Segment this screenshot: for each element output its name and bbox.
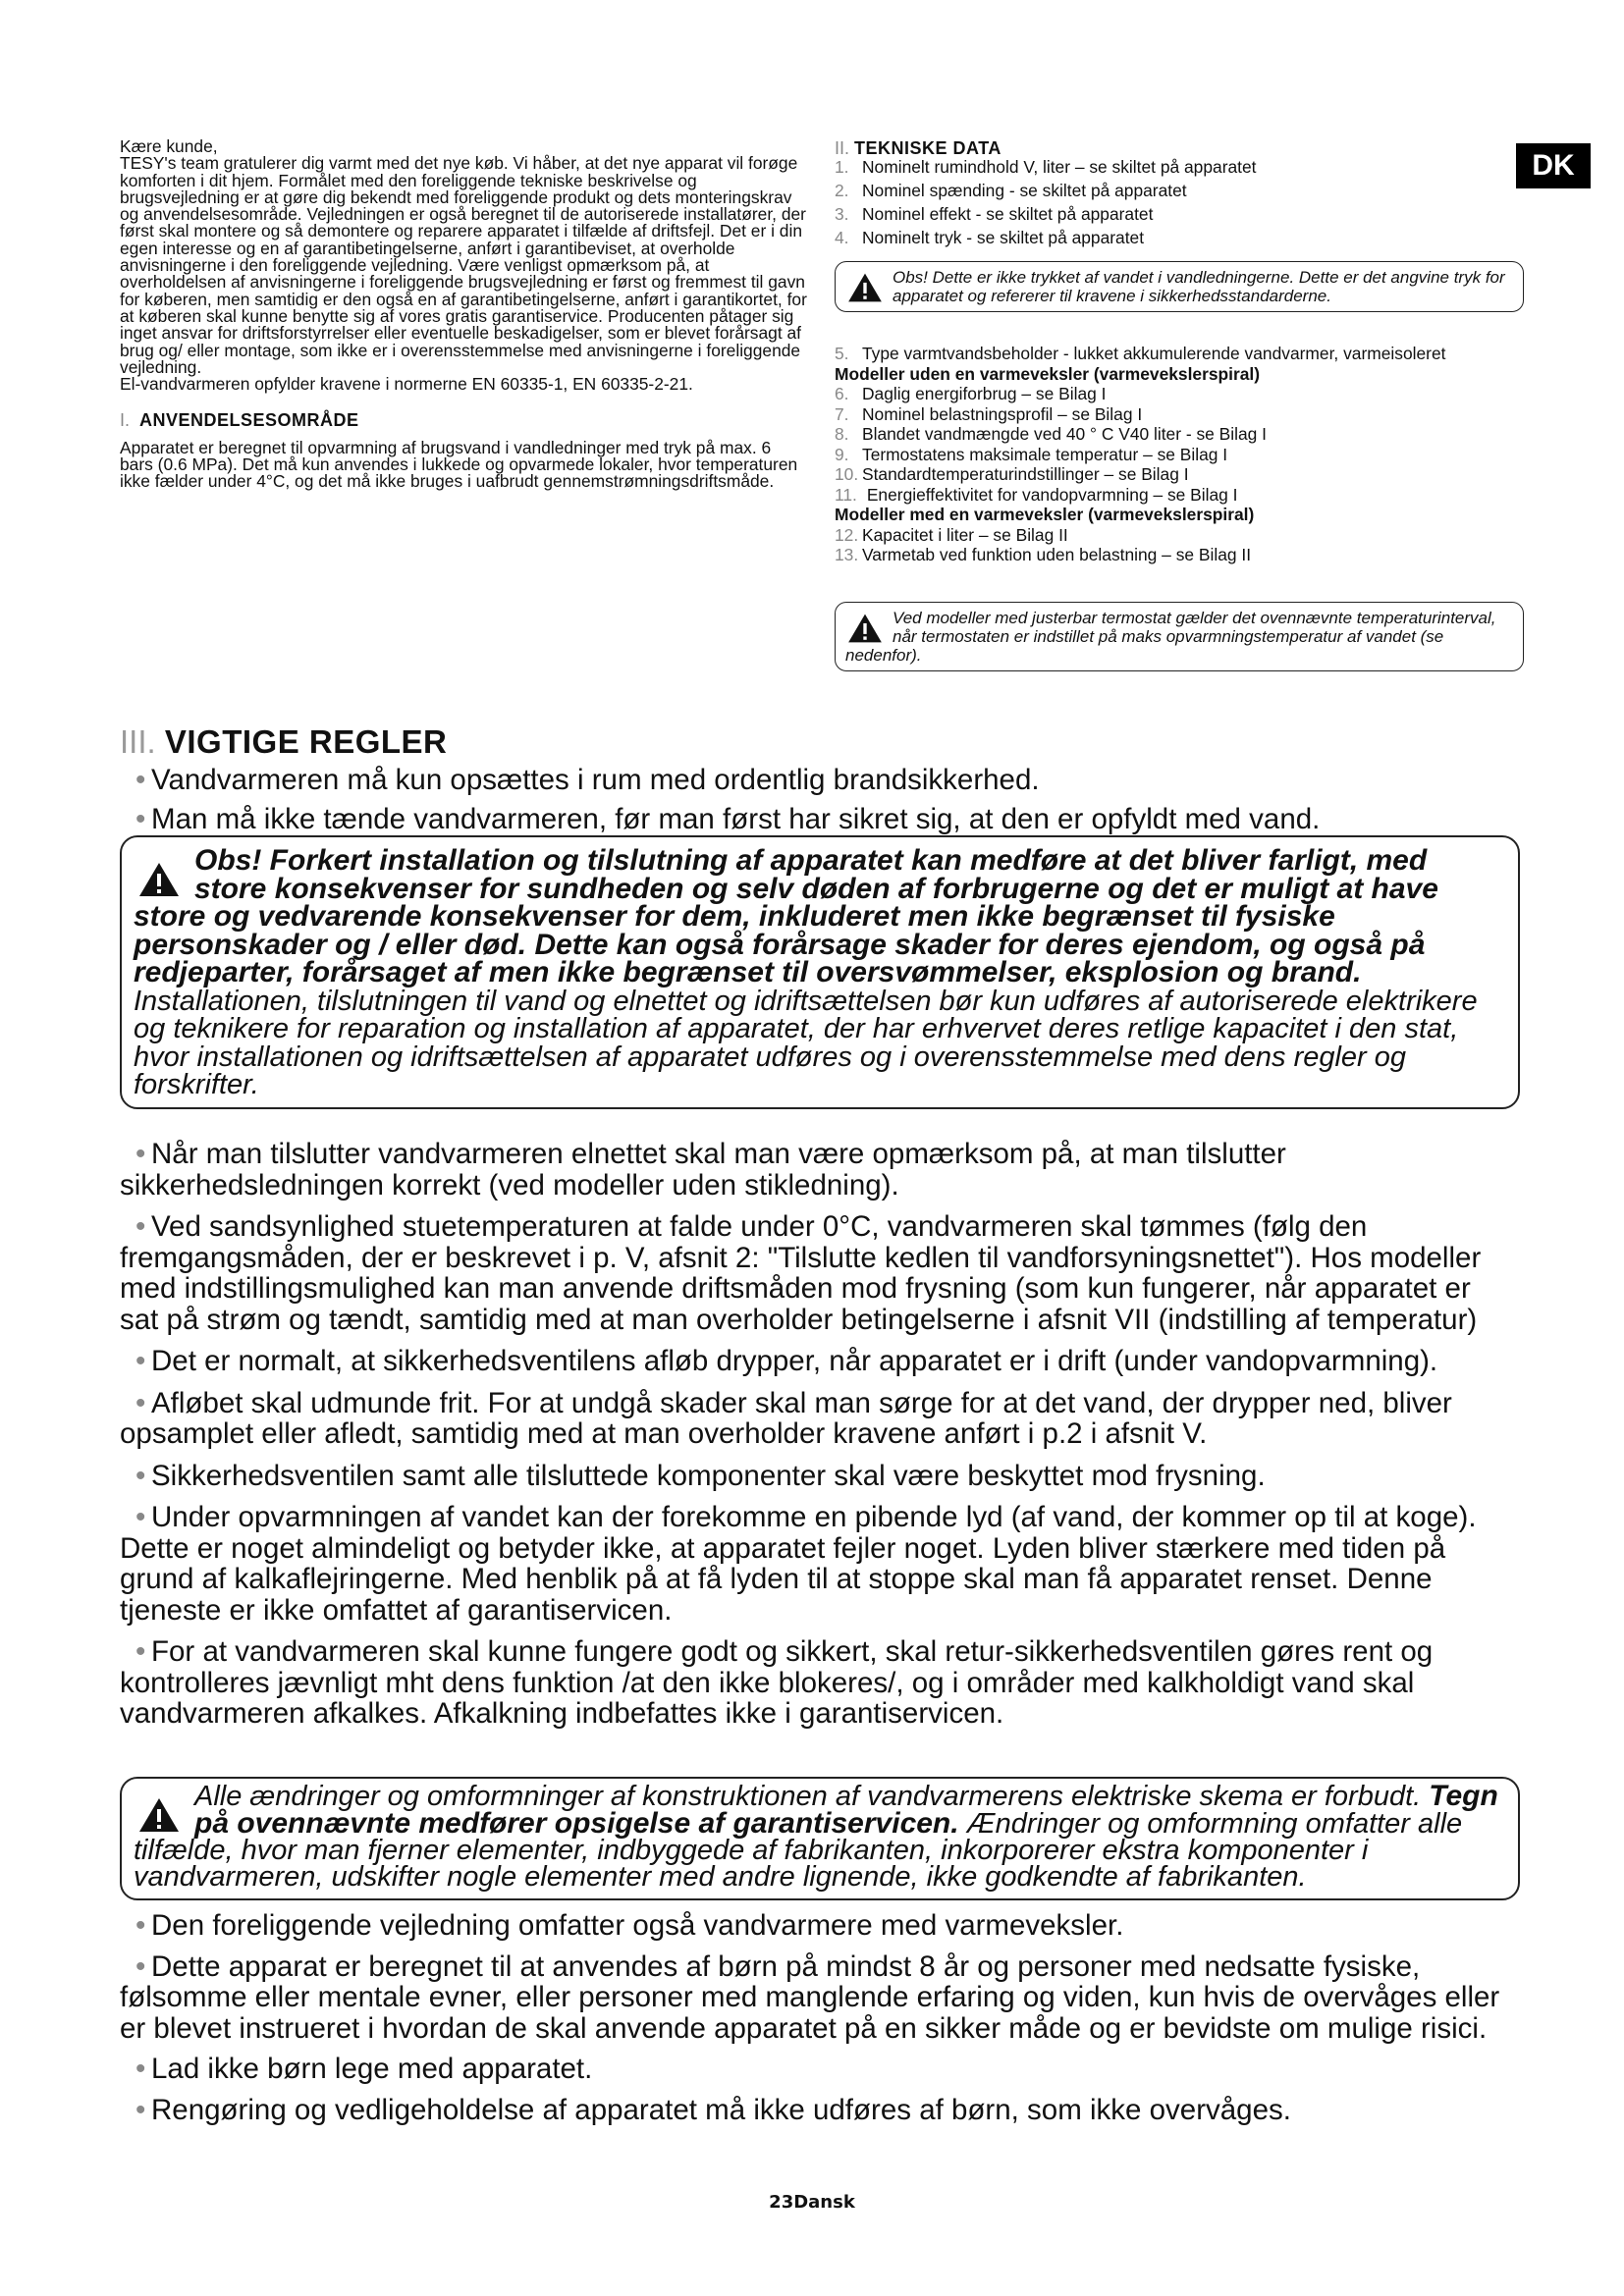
tech-data-column [835,138,1522,249]
warning-icon [137,861,181,898]
tech-item-text: Standardtemperaturindstillinger – se Bilag I [862,464,1189,484]
tech-list-c [835,525,1522,565]
tech-item-number: 6. [835,384,849,403]
tech-item-text: Nominelt rumindhold V, liter – se skiltet på apparatet [862,156,1257,177]
rule-text: Rengøring og vedligeholdelse af apparatet må ikke udføres af børn, som ikke overvåges. [151,2093,1291,2126]
greeting: Kære kunde, [120,136,218,156]
rule-text: Når man tilslutter vandvarmeren elnettet skal man være opmærksom på, at man tilslutter sikkerhedsledningen korrekt (ved modeller uden stikledning). [120,1138,1286,1201]
bullet-icon: • [135,2053,146,2085]
tech-item-number: 5. [835,344,849,363]
rule-text: Man må ikke tænde vandvarmeren, før man først har sikret sig, at den er opfyldt med vand. [151,802,1321,835]
tech-item-text: Nominelt tryk - se skiltet på apparatet [862,227,1145,247]
section2-number: II. [835,138,850,158]
rule-text: Vandvarmeren må kun opsættes i rum med ordentlig brandsikkerhed. [151,764,1040,796]
tech-item-text: Nominel belastningsprofil – se Bilag I [862,403,1143,424]
rule-bullet [120,1139,1514,1201]
section3-heading [120,723,447,761]
bullet-icon: • [135,2093,146,2126]
tech-item-number: 11. [835,484,857,505]
rule-bullet [120,2095,1514,2126]
tech-item-number: 1. [835,156,849,177]
norms-text: El-vandvarmeren opfylder kravene i normerne EN 60335-1, EN 60335-2-21. [120,374,693,395]
warning-installation-bold: Obs! Forkert installation og tilslutning af apparatet kan medføre at det bliver farligt, med store konsekvenser for sundheden og selv døden af forbrugerne og det er muligt at have store og vedvarende konsekvenser for dem, inkluderet men ikke begrænset til fysiske personskader og / eller død. Dette kan også forårsage skader for deres ejendom, og også på redjeparter, forårsaget af men ikke begrænset til oversvømmelser, eksplosion og brand. [134,844,1438,988]
tech-item-text: Energieffektivitet for vandopvarmning – se Bilag I [862,484,1238,505]
warning-box-pressure [835,261,1524,312]
group-with-exchanger: Modeller med en varmeveksler (varmevekslerspiral) [835,505,1255,524]
tech-item-text: Daglig energiforbrug – se Bilag I [862,384,1107,403]
bullet-icon: • [135,1386,146,1419]
intro-body: TESY's team gratulerer dig varmt med det nye køb. Vi håber, at det nye apparat vil forøge komforten i dit hjem. Formålet med den foreliggende tekniske beskrivelse og brugsvejledning er at gøre dig bekendt med foreliggende produkt og dets monteringskrav og anvendelsesområde. Vejledningen er også beregnet til de autoriserede installatører, der først skal montere og så demontere og reparere apparatet i tilfælde af driftsfejl. Det er i din egen interesse og en af garantibetingelserne, anført i garantibeviset, at overholde anvisningerne i den foreliggende vejledning. Være venligst opmærksom på, at overholdelsen af anvisningerne i foreliggende brugsvejledning er først og fremmest til gavn for køberen, men samtidig er den også en af garantibetingelserne, anført i garantikortet, for at køberen skal kunne benytte sig af vores gratis garantiservice. Producenten påtager sig inget ansvar for driftsforstyrrelser eller eventuelle beskadigelser, som er blevet forårsagt af brug og/ eller montage, som ikke er i overensstemmelse med anvisningerne i foreliggende vejledning. [120,153,807,377]
section1-body: Apparatet er beregnet til opvarmning af brugsvand i vandledninger med tryk på max. 6 bars (0.6 MPa). Det må kun anvendes i lukkede og opvarmede lokaler, hvor temperaturen ikke fælder under 4°C, og det må ikke bruges i uafbrudt gennemstrømningsdriftsmåde. [120,437,798,492]
warning-modifications-b: Ændringer og omformning omfatter alle tilfælde, hvor man fjerner elementer, indbyggede af fabrikanten, inkorporerer ekstra komponenter i vandvarmeren, udskifter nogle elementer med andre lignende, ikke godkendte af fabrikanten. [134,1808,1463,1893]
tech-item-text: Kapacitet i liter – se Bilag II [862,524,1068,545]
tech-item-text: Nominel effekt - se skiltet på apparatet [862,203,1154,224]
bullet-icon: • [135,1138,146,1170]
tech-item [835,202,1522,226]
bullet-icon: • [135,1635,146,1668]
tech-item-number: 12. [835,524,859,545]
tech-item [835,485,1522,506]
section3-number: III. [120,723,156,760]
tech-item [835,525,1522,546]
rule-bullet [120,1636,1514,1730]
rule-bullet [120,804,1514,835]
page-footer: 23Dansk [769,2192,855,2213]
tech-item-5 [835,344,1522,364]
section1-title: ANVENDELSESOMRÅDE [139,410,359,431]
rule-bullet [120,1502,1514,1626]
tech-item [835,179,1522,202]
warning-modifications-bold: Tegn på ovennævnte medfører opsigelse af garantiservicen. [194,1780,1498,1840]
rule-text: Det er normalt, at sikkerhedsventilens afløb drypper, når apparatet er i drift (under vandopvarmning). [151,1345,1438,1377]
section3-title: VIGTIGE REGLER [164,723,448,760]
intro-column [120,138,807,491]
tech-item-number: 4. [835,227,849,247]
bullet-icon: • [135,1949,146,1983]
rules-list-b [120,1139,1514,1740]
tech-item-text: Type varmtvandsbeholder - lukket akkumulerende vandvarmer, varmeisoleret [862,344,1446,363]
rule-text: Den foreliggende vejledning omfatter også vandvarmere med varmeveksler. [151,1909,1124,1942]
warning-thermostat-text: Ved modeller med justerbar termostat gælder det ovennævnte temperaturinterval, når termostaten er indstillet på maks opvarmningstemperatur af vandet (se nedenfor). [845,609,1496,665]
rule-bullet [120,1346,1514,1377]
tech-item [835,424,1522,445]
warning-pressure-text: Obs! Dette er ikke trykket af vandet i vandledningerne. Dette er det angvine tryk for apparatet og refererer til kravene i sikkerhedsstandarderne. [893,268,1505,305]
warning-icon [137,1796,181,1834]
rule-text: Afløbet skal udmunde frit. For at undgå skader skal man sørge for at det vand, der drypper ned, bliver opsamplet eller afledt, samtidig med at man overholder kravene anført i p.2 i afsnit V. [120,1386,1452,1450]
warning-installation-italic: Installationen, tilslutningen til vand og elnettet og idriftsættelsen bør kun udføres af autoriserede elektrikere og teknikere for reparation og installation af apparatet, der har erhvervet deres retlige kapacitet i den stat, hvor installationen og idriftsættelsen af apparatet udføres og i overensstemmelse med dens regler og forskrifter. [134,985,1478,1100]
tech-item-number: 8. [835,424,849,444]
tech-item [835,545,1522,565]
language-badge: DK [1516,143,1591,188]
tech-list-a [835,155,1522,249]
tech-item-text: Termostatens maksimale temperatur – se Bilag I [862,444,1228,464]
tech-item-number: 13. [835,545,859,564]
bullet-icon: • [135,1501,146,1533]
tech-list-continued [835,344,1522,565]
tech-list-b [835,384,1522,505]
rule-bullet [120,765,1514,796]
tech-item [835,384,1522,404]
warning-modifications-a: Alle ændringer og omformninger af konstruktionen af vandvarmerens elektriske skema er forbudt. [194,1781,1422,1812]
section2-title: TEKNISKE DATA [854,138,1001,158]
rule-bullet [120,1211,1514,1335]
tech-item [835,404,1522,425]
warning-box-modifications [120,1777,1520,1900]
rules-list-c [120,1910,1514,2135]
tech-item-number: 10. [835,464,859,484]
tech-item-number: 2. [835,180,849,200]
rule-bullet [120,1461,1514,1492]
section1-number: I. [120,410,131,431]
rule-text: Dette apparat er beregnet til at anvendes af børn på mindst 8 år og personer med nedsatte fysiske, følsomme eller mentale evner, eller personer med manglende erfaring og viden, kun hvis de overvåges eller er blevet instrueret i hvordan de skal anvende apparatet på en sikker måde og er bevidste om mulige risici. [120,1949,1500,2045]
bullet-icon: • [135,764,146,796]
section1-heading [120,412,807,429]
bullet-icon: • [135,1210,146,1243]
warning-icon [845,272,885,303]
bullet-icon: • [135,1459,146,1492]
tech-item-number: 9. [835,444,849,464]
tech-item [835,226,1522,249]
bullet-icon: • [135,1909,146,1942]
rule-bullet [120,1910,1514,1942]
tech-item [835,445,1522,465]
rule-text: Sikkerhedsventilen samt alle tilsluttede komponenter skal være beskyttet mod frysning. [151,1459,1266,1492]
rule-text: For at vandvarmeren skal kunne fungere godt og sikkert, skal retur-sikkerhedsventilen gøres rent og kontrolleres jævnligt mht dens funktion /at den ikke blokeres/, og i områder med kalkholdigt vand skal vandvarmeren afkalkes. Afkalkning indbefattes ikke i garantiservicen. [120,1635,1434,1730]
tech-item [835,155,1522,179]
tech-item-number: 7. [835,403,849,424]
tech-item-text: Nominel spænding - se skiltet på apparatet [862,180,1187,200]
rules-list-a [120,765,1514,842]
rule-bullet [120,1388,1514,1450]
tech-item-text: Blandet vandmængde ved 40 ° C V40 liter - se Bilag I [862,424,1268,444]
warning-box-thermostat [835,602,1524,671]
warning-box-installation [120,835,1520,1109]
bullet-icon: • [135,802,146,835]
tech-item-number: 3. [835,203,849,224]
rule-text: Under opvarmningen af vandet kan der forekomme en pibende lyd (af vand, der kommer op til at koge). Dette er noget almindeligt og betyder ikke, at apparatet fejler noget. Lyden bliver stærkere med tiden på grund af kalkaflejringerne. Med henblik på at få lyden til at stoppe skal man få apparatet renset. Denne tjeneste er ikke omfattet af garantiservicen. [120,1501,1477,1627]
tech-item [835,464,1522,485]
group-without-exchanger: Modeller uden en varmeveksler (varmevekslerspiral) [835,363,1261,384]
rule-bullet [120,1951,1514,2045]
warning-icon [845,613,885,644]
bullet-icon: • [135,1345,146,1377]
rule-text: Ved sandsynlighed stuetemperaturen at falde under 0°C, vandvarmeren skal tømmes (følg den fremgangsmåden, der er beskrevet i p. V, afsnit 2: "Tilslutte kedlen til vandforsyningsnettet"). Hos modeller med indstillingsmulighed kan man anvende driftsmåden mod frysning (som kun fungerer, når apparatet er sat på strøm og tændt, samtidig med at man overholder betingelserne i afsnit VII (indstilling af temperatur) [120,1210,1482,1336]
tech-item-text: Varmetab ved funktion uden belastning – se Bilag II [862,545,1252,564]
rule-bullet [120,2054,1514,2085]
rule-text: Lad ikke børn lege med apparatet. [151,2053,593,2085]
